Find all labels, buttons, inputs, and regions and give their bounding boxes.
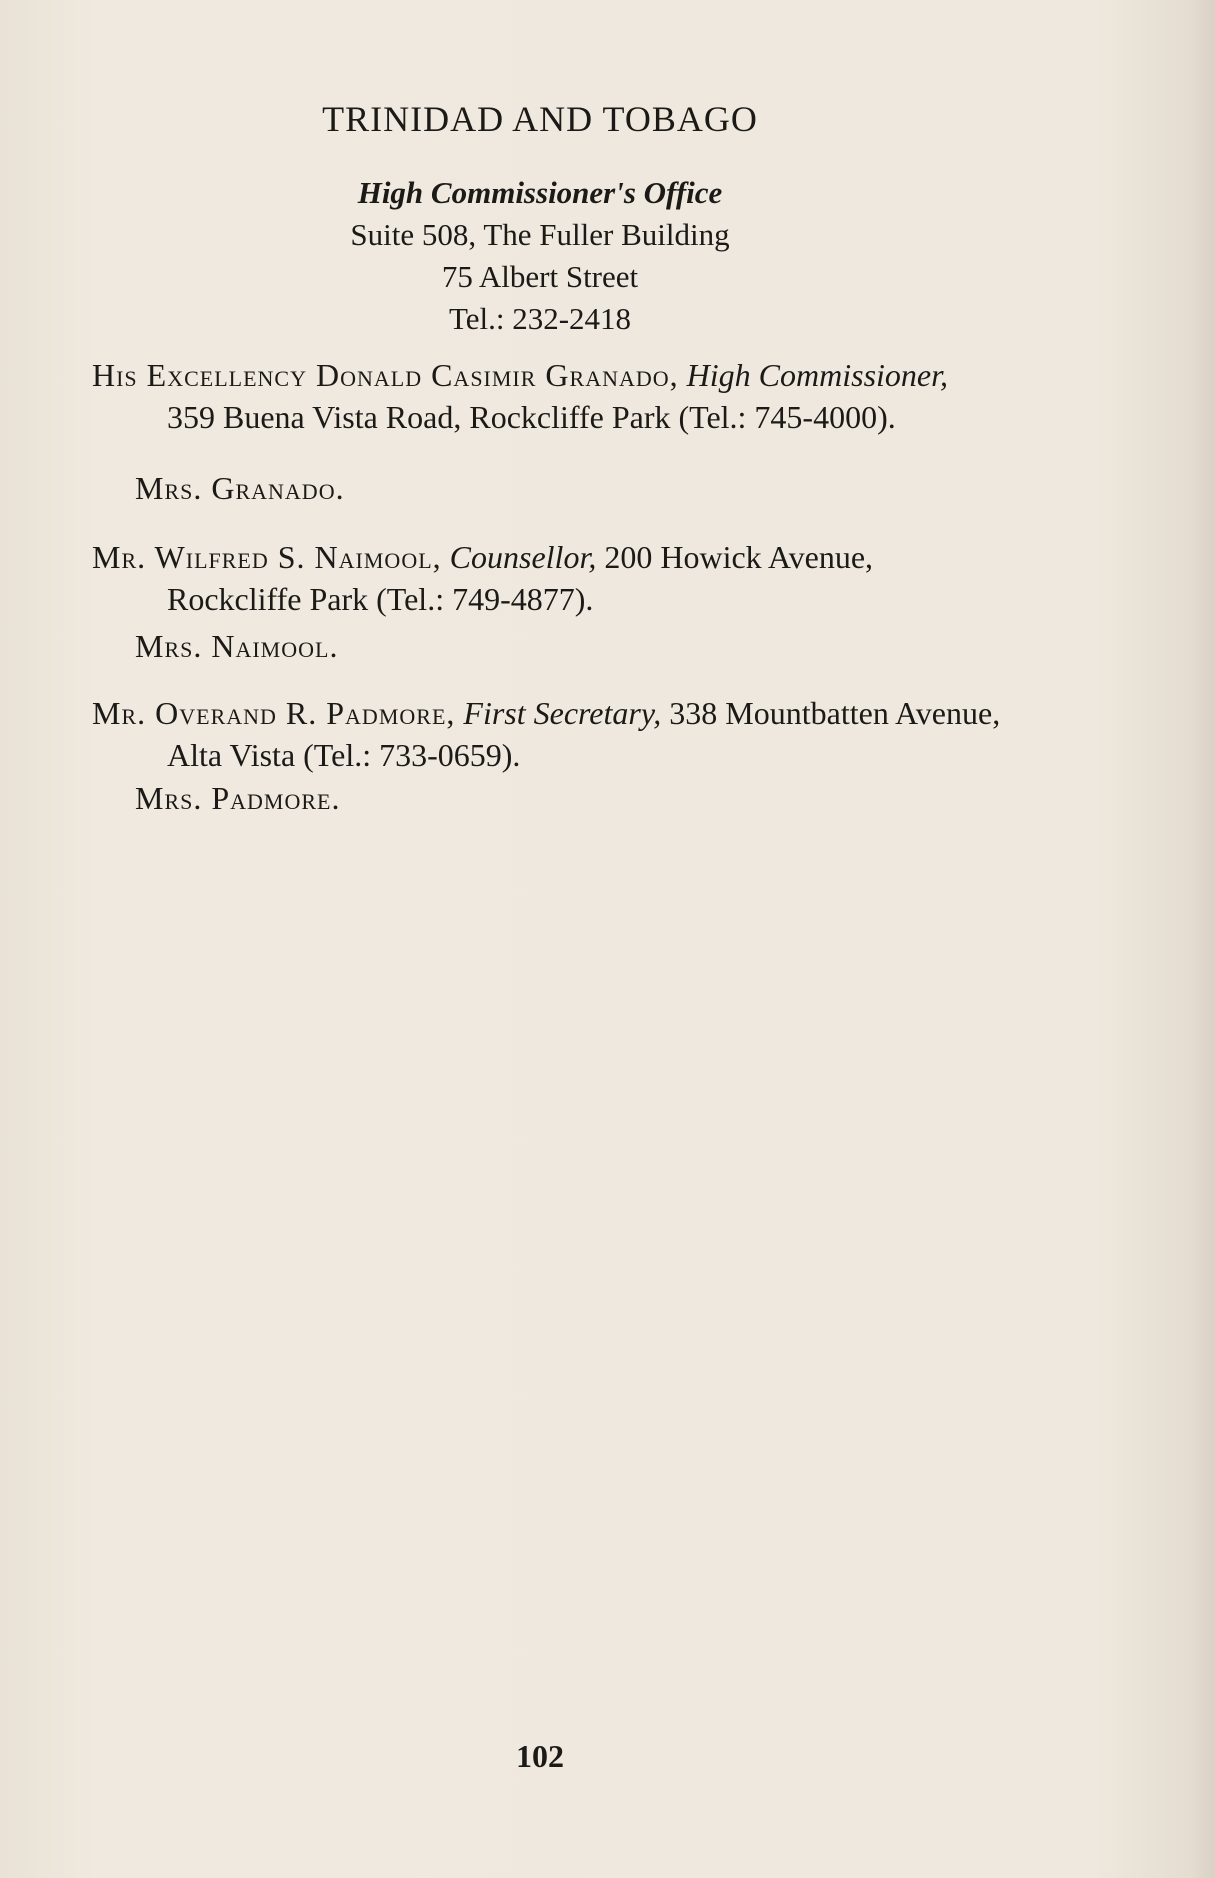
entry-details: 200 Howick Avenue, Rockcliffe Park (Tel.: 749-4877). bbox=[167, 539, 874, 617]
entry-spouse-naimool: Mrs. Naimool. bbox=[135, 628, 339, 664]
entry-name: Mr. Wilfred S. Naimool, bbox=[92, 539, 442, 575]
entry-padmore bbox=[92, 692, 1002, 776]
entry-spouse-padmore: Mrs. Padmore. bbox=[135, 780, 341, 816]
office-address-line1: Suite 508, The Fuller Building bbox=[350, 217, 730, 252]
office-block bbox=[0, 172, 1080, 340]
entry-granado bbox=[92, 354, 1002, 438]
office-address-line2: 75 Albert Street bbox=[441, 259, 639, 294]
entry-name: His Excellency Donald Casimir Granado, bbox=[92, 357, 679, 393]
entry-spouse-granado: Mrs. Granado. bbox=[135, 470, 345, 506]
office-phone: Tel.: 232-2418 bbox=[448, 301, 632, 336]
country-heading: TRINIDAD AND TOBAGO bbox=[322, 99, 758, 139]
office-title: High Commissioner's Office bbox=[357, 175, 723, 210]
entry-position: High Commissioner, bbox=[686, 357, 949, 393]
entry-naimool bbox=[92, 536, 1002, 620]
entry-details: 359 Buena Vista Road, Rockcliffe Park (Tel.: 745-4000). bbox=[167, 399, 896, 435]
entry-position: First Secretary, bbox=[463, 695, 662, 731]
entry-details: 338 Mountbatten Avenue, Alta Vista (Tel.: 733-0659). bbox=[167, 695, 1001, 773]
page-number: 102 bbox=[516, 1738, 564, 1774]
entry-name: Mr. Overand R. Padmore, bbox=[92, 695, 456, 731]
entry-position: Counsellor, bbox=[449, 539, 597, 575]
